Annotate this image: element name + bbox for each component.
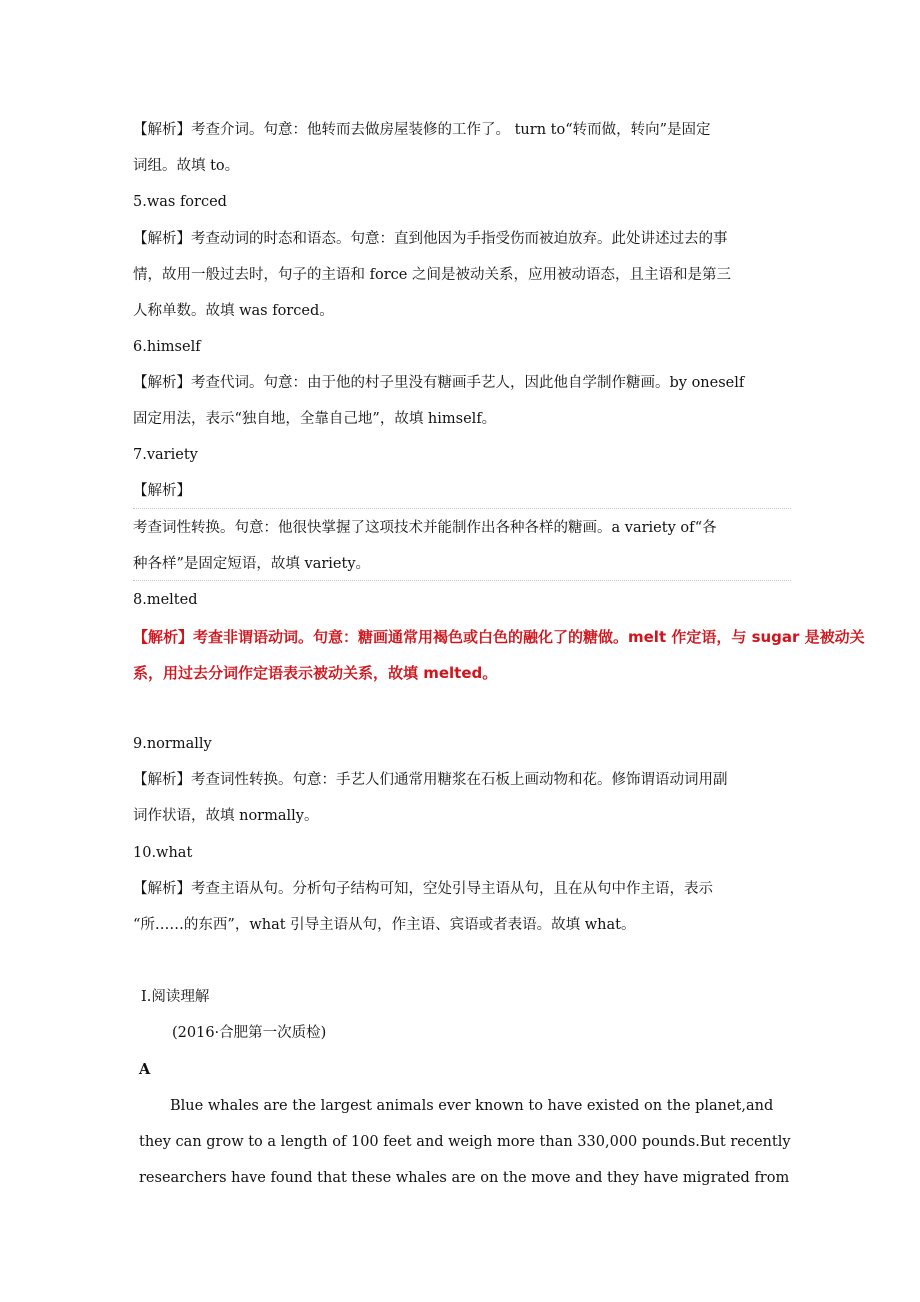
answer-10: 10.what	[133, 845, 193, 861]
highlighted-analysis-line: 【解析】考查非谓语动词。句意：糖画通常用褐色或白色的融化了的糖做。melt 作定语，与 sugar 是被动关	[133, 628, 865, 646]
divider	[133, 580, 791, 581]
source-note: (2016·合肥第一次质检)	[172, 1025, 327, 1041]
highlighted-analysis-line: 系，用过去分词作定语表示被动关系，故填 melted。	[133, 664, 498, 682]
analysis-line: 【解析】考查主语从句。分析句子结构可知，空处引导主语从句，且在从句中作主语，表示	[133, 881, 713, 897]
answer-7: 7.variety	[133, 447, 198, 463]
passage-line: they can grow to a length of 100 feet and weigh more than 330,000 pounds.But recently	[139, 1134, 791, 1150]
analysis-line: 【解析】考查介词。句意：他转而去做房屋装修的工作了。 turn to“转而做，转向”是固定	[133, 122, 711, 138]
analysis-line: 【解析】考查动词的时态和语态。句意：直到他因为手指受伤而被迫放弃。此处讲述过去的事	[133, 231, 728, 247]
analysis-line: 种各样”是固定短语，故填 variety。	[133, 556, 371, 572]
analysis-line: 人称单数。故填 was forced。	[133, 303, 334, 319]
analysis-label: 【解析】	[133, 483, 191, 499]
analysis-line: 考查词性转换。句意：他很快掌握了这项技术并能制作出各种各样的糖画。a variety of“各	[133, 520, 717, 536]
answer-5: 5.was forced	[133, 194, 227, 210]
answer-9: 9.normally	[133, 736, 212, 752]
analysis-line: 【解析】考查代词。句意：由于他的村子里没有糖画手艺人，因此他自学制作糖画。by oneself	[133, 375, 745, 391]
section-heading: Ⅰ.阅读理解	[141, 989, 210, 1005]
passage-label: A	[139, 1061, 151, 1078]
passage-line: researchers have found that these whales are on the move and they have migrated from	[139, 1170, 790, 1186]
analysis-line: 词作状语，故填 normally。	[133, 808, 319, 824]
divider	[133, 508, 791, 509]
analysis-line: “所……的东西”，what 引导主语从句，作主语、宾语或者表语。故填 what。	[133, 917, 636, 933]
analysis-line: 词组。故填 to。	[133, 158, 240, 174]
analysis-line: 【解析】考查词性转换。句意：手艺人们通常用糖浆在石板上画动物和花。修饰谓语动词用副	[133, 772, 728, 788]
answer-6: 6.himself	[133, 339, 201, 355]
passage-line: Blue whales are the largest animals ever known to have existed on the planet,and	[170, 1098, 774, 1114]
answer-8: 8.melted	[133, 592, 198, 608]
analysis-line: 固定用法，表示“独自地，全靠自己地”，故填 himself。	[133, 411, 497, 427]
analysis-line: 情，故用一般过去时，句子的主语和 force 之间是被动关系，应用被动语态，且主语和是第三	[133, 267, 731, 283]
